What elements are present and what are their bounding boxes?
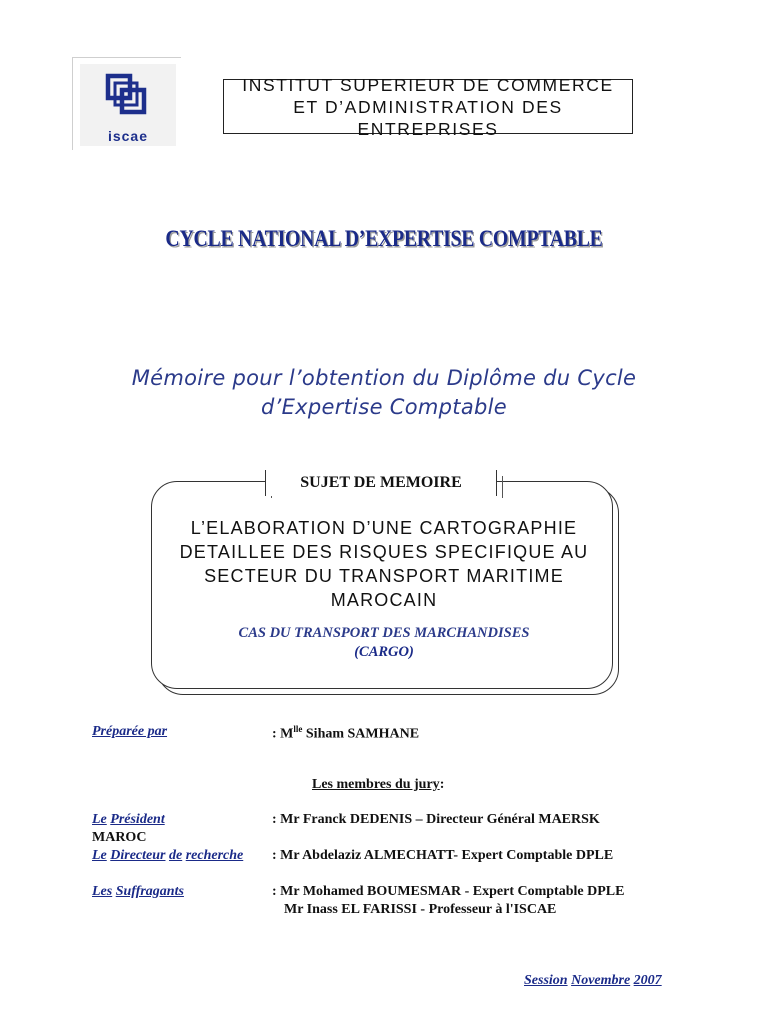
subject-line-1: L’ELABORATION D’UNE CARTOGRAPHIE [190,518,578,538]
suffragants-label-main: Suffragants [115,884,184,899]
president-label-main: Président [110,812,165,827]
cycle-title: CYCLE NATIONAL D’EXPERTISE COMPTABLE [165,226,603,251]
president-label [92,812,165,828]
suffragants-value-2: Mr Inass EL FARISSI - Professeur à l'ISCAE [284,902,557,917]
jury-colon: : [439,777,445,792]
president-value-wrap: MAROC [92,830,147,845]
session-line [524,973,662,989]
session-year: 2007 [633,973,662,988]
institute-line-1: INSTITUT SUPERIEUR DE COMMERCE [242,74,614,95]
iscae-logo-icon [104,72,152,124]
case-line-1: CAS DU TRANSPORT DES MARCHANDISES [238,625,530,641]
institute-line-2: ET D’ADMINISTRATION DES ENTREPRISES [293,96,563,139]
prepared-sup: lle [293,724,303,734]
jury-title-text: Les membres du jury [312,777,440,792]
suffragants-label [92,884,184,900]
subject-header: SUJET DE MEMOIRE [265,470,497,496]
memoire-subtitle [0,364,768,422]
memoire-line-1: Mémoire pour l’obtention du Diplôme du Cycle [131,366,637,390]
prepared-value [272,724,419,743]
directeur-label [92,848,243,864]
president-label-le: Le [92,812,107,827]
session-month: Novembre [571,973,631,988]
institute-box [223,74,633,139]
directeur-label-le: Le [92,848,107,863]
suffragants-label-les: Les [92,884,113,899]
subject-line-2: DETAILLEE DES RISQUES SPECIFIQUE AU [179,542,589,562]
suffragants-value-1: : Mr Mohamed BOUMESMAR - Expert Comptable DPLE [272,884,625,899]
subject-case [164,624,604,662]
subject-line-3: SECTEUR DU TRANSPORT MARITIME [204,566,564,586]
prepared-label: Préparée par [92,724,168,739]
directeur-label-dir: Directeur [110,848,166,863]
case-line-2: (CARGO) [354,644,414,660]
directeur-label-rech: recherche [185,848,244,863]
logo-text: iscae [107,128,149,144]
prepared-name: Siham SAMHANE [302,726,420,742]
subject-title [164,516,604,612]
memoire-line-2: d’Expertise Comptable [261,395,507,419]
session-word: Session [524,973,568,988]
directeur-value: : Mr Abdelaziz ALMECHATT- Expert Comptable DPLE [272,848,614,863]
subject-line-4: MAROCAIN [330,590,438,610]
directeur-label-de: de [168,848,183,863]
jury-title [312,777,444,793]
president-value: : Mr Franck DEDENIS – Directeur Général MAERSK [272,812,600,827]
prepared-prefix: : M [272,726,294,742]
